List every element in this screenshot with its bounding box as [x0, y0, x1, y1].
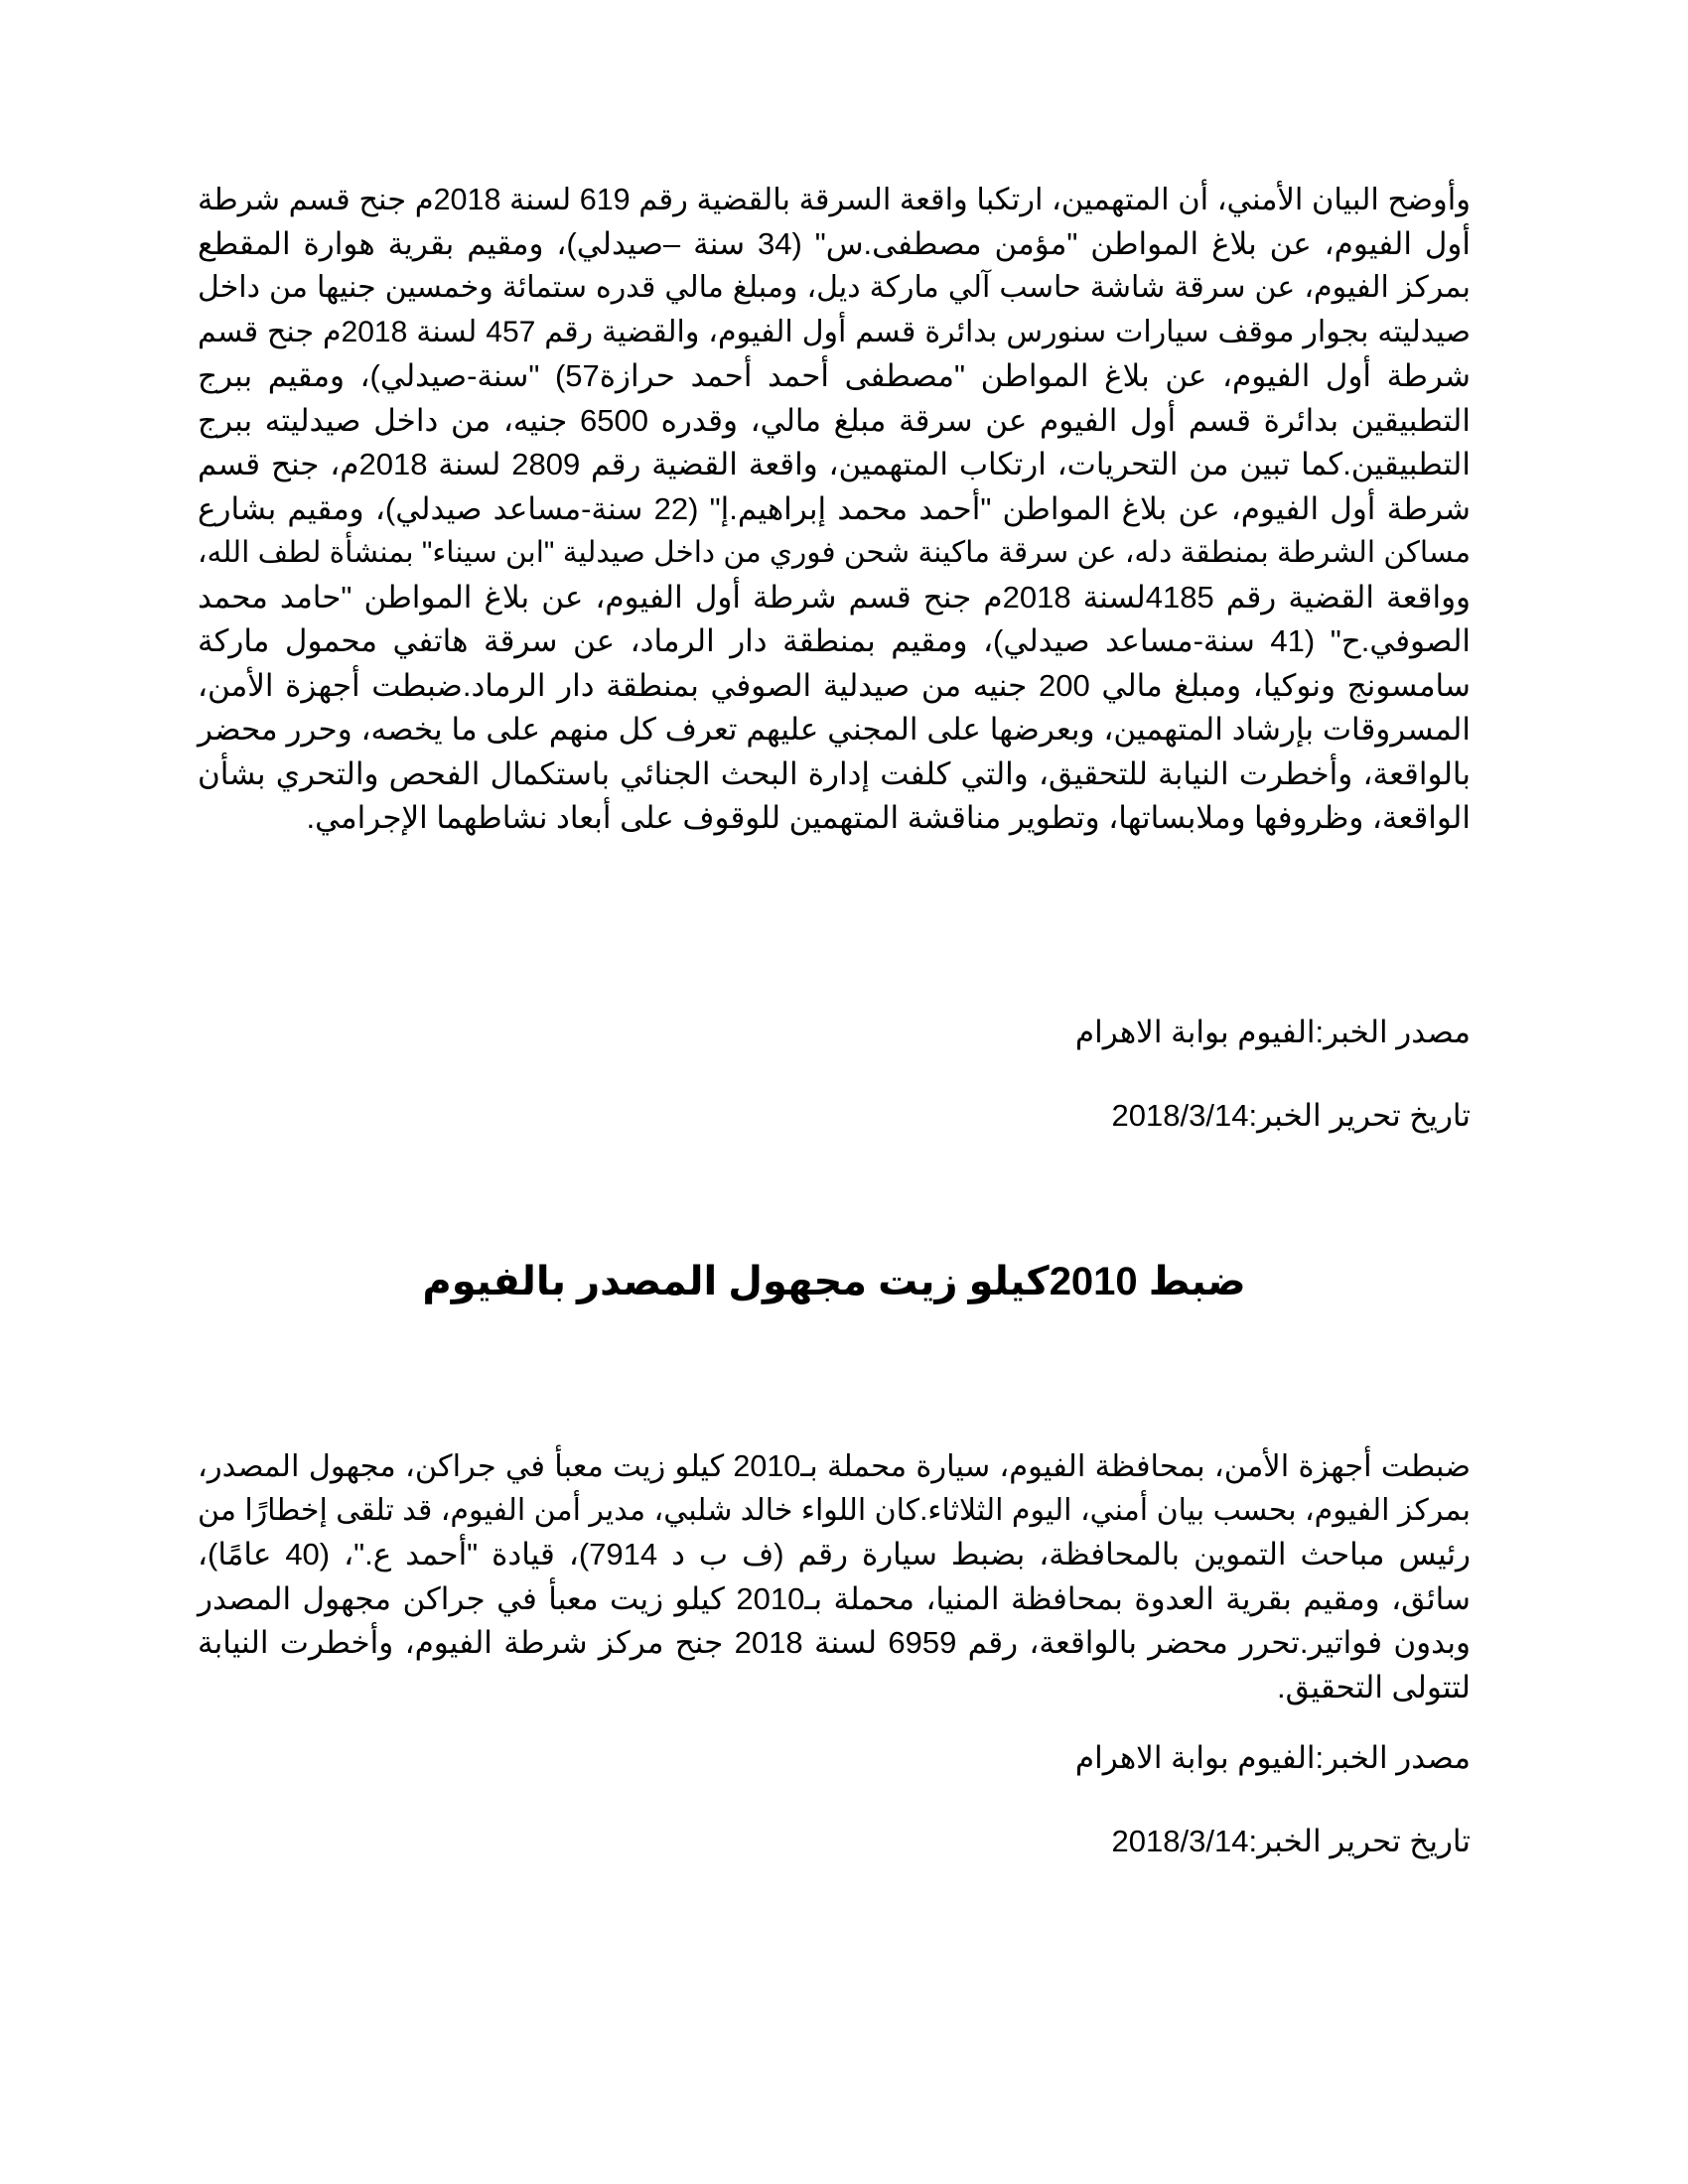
article1-line: الواقعة، وظروفها وملابساتها، وتطوير مناقشة المتهمين للوقوف على أبعاد نشاطهما الإجرامي.: [306, 800, 1471, 835]
article1-line: التطبيقين.كما تبين من التحريات، ارتكاب المتهمين، واقعة القضية رقم 2809 لسنة 2018م، جنح قسم: [198, 447, 1471, 481]
article1-line: المسروقات بإرشاد المتهمين، وبعرضها على المجني عليهم تعرف كل منهم على ما يخصه، وحرر محضر: [198, 712, 1471, 747]
article1-line: مساكن الشرطة بمنطقة دله، عن سرقة ماكينة شحن فوري من داخل صيدلية "ابن سيناء" بمنشأة لطف الله،: [198, 536, 1471, 569]
article2-line: رئيس مباحث التموين بالمحافظة، بضبط سيارة رقم (ف ب د 7914)، قيادة "أحمد ع."، (40 عامًا)،: [198, 1537, 1471, 1571]
article1-line: شرطة أول الفيوم، عن بلاغ المواطن "مصطفى أحمد أحمد حرازة57) "سنة-صيدلي)، ومقيم ببرج: [198, 358, 1471, 393]
article2-line: ضبطت أجهزة الأمن، بمحافظة الفيوم، سيارة محملة بـ2010 كيلو زيت معبأ في جراكن، مجهول المصدر،: [198, 1449, 1471, 1483]
article1-body: [198, 178, 1471, 841]
article1-line: بالواقعة، وأخطرت النيابة للتحقيق، والتي كلفت إدارة البحث الجنائي باستكمال الفحص والتحري بشأن: [198, 755, 1471, 791]
article2-line: سائق، ومقيم بقرية العدوة بمحافظة المنيا، محملة بـ2010 كيلو زيت معبأ في جراكن مجهول المصدر: [198, 1580, 1471, 1616]
article1-line: وأوضح البيان الأمني، أن المتهمين، ارتكبا واقعة السرقة بالقضية رقم 619 لسنة 2018م جنح قسم شرطة: [198, 183, 1471, 216]
article1-line: سامسونج ونوكيا، ومبلغ مالي 200 جنيه من صيدلية الصوفي بمنطقة دار الرماد.ضبطت أجهزة الأمن،: [198, 667, 1471, 703]
article1-source: مصدر الخبر:الفيوم بوابة الاهرام: [1074, 1015, 1471, 1049]
article2-headline: ضبط 2010كيلو زيت مجهول المصدر بالفيوم: [422, 1260, 1246, 1303]
article2-date: تاريخ تحرير الخبر:2018/3/14: [1111, 1824, 1471, 1858]
article2-body: [198, 1444, 1471, 1709]
article2-line: لتتولى التحقيق.: [1277, 1669, 1471, 1705]
article1-line: بمركز الفيوم، عن سرقة شاشة حاسب آلي ماركة ديل، ومبلغ مالي قدره ستمائة وخمسين جنيها من داخل: [198, 271, 1471, 304]
article2-line: بمركز الفيوم، بحسب بيان أمني، اليوم الثلاثاء.كان اللواء خالد شلبي، مدير أمن الفيوم، قد تلقى إخطارًا من: [198, 1493, 1471, 1527]
article1-line: الصوفي.ح" (41 سنة-مساعد صيدلي)، ومقيم بمنطقة دار الرماد، عن سرقة هاتفي محمول ماركة: [198, 623, 1471, 658]
article1-line: التطبيقين بدائرة قسم أول الفيوم عن سرقة مبلغ مالي، وقدره 6500 جنيه، من داخل صيدليته ببرج: [198, 402, 1471, 438]
article1-line: صيدليته بجوار موقف سيارات سنورس بدائرة قسم أول الفيوم، والقضية رقم 457 لسنة 2018م جنح قسم: [198, 315, 1471, 348]
article1-line: وواقعة القضية رقم 4185لسنة 2018م جنح قسم شرطة أول الفيوم، عن بلاغ المواطن "حامد محمد: [198, 579, 1472, 614]
article2-source: مصدر الخبر:الفيوم بوابة الاهرام: [1074, 1740, 1471, 1775]
article1-line: أول الفيوم، عن بلاغ المواطن "مؤمن مصطفى.س" (34 سنة –صيدلي)، ومقيم بقرية هوارة المقطع: [198, 225, 1471, 261]
article2-line: وبدون فواتير.تحرر محضر بالواقعة، رقم 6959 لسنة 2018 جنح مركز شرطة الفيوم، وأخطرت النيابة: [198, 1625, 1471, 1660]
article1-line: شرطة أول الفيوم، عن بلاغ المواطن "أحمد محمد إبراهيم.إ" (22 سنة-مساعد صيدلي)، ومقيم بشارع: [198, 490, 1471, 526]
article1-date: تاريخ تحرير الخبر:2018/3/14: [1111, 1098, 1471, 1133]
